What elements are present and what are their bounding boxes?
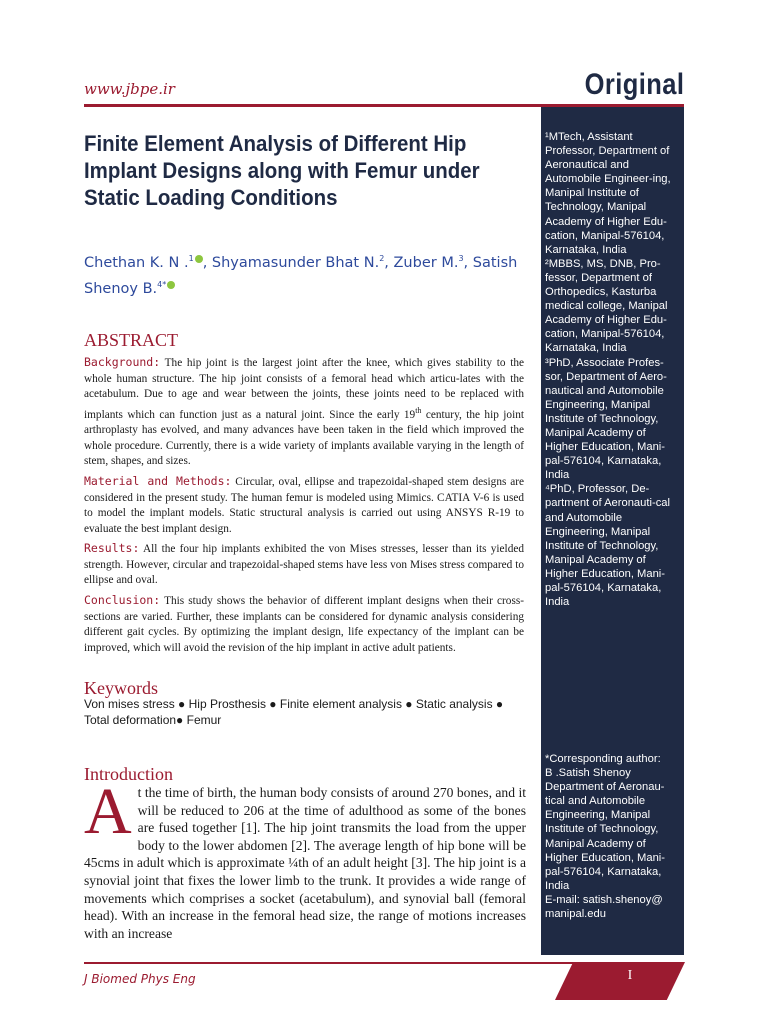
introduction-text: t the time of birth, the human body consists of around 270 bones, and it will be reduced to 206 at the time of adulthood as some of the bones are fused together [1]. The hip joint transmits the load from the upper body to the lower abdomen [2]. The average length of hip bone will be 45cms in adult which is approximate ¼th of an adult height [3]. The hip joint is a synovial joint that fixes the lower limb to the trunk. It provides a wide range of movements which comprises a socket (acetabulum), and synovial ball (femoral head). With an increase in the femoral head size, the range of motions increases with an increase <box>84 785 526 941</box>
corresponding-email[interactable]: E-mail: satish.shenoy@ manipal.edu <box>545 893 663 921</box>
results-text: All the four hip implants exhibited the von Mises stresses, lesser than its yielded strength. However, circular and trapezoidal-shaped stems have less von Mises stress compared to ellipse and oval. <box>84 543 525 587</box>
page-number: I <box>627 968 633 983</box>
author-sup: 2 <box>379 254 385 263</box>
author-sup: 3 <box>458 254 464 263</box>
conclusion-text: This study shows the behavior of different implant designs when their cross-sections are varied. Further, these implants can be considered for dynamic analysis considering different gait cycles. By optimizing the implant design, life expectancy of the implant can be improved, which will avoid the revision of the hip implant in active adult patients. <box>84 595 524 654</box>
article-title: Finite Element Analysis of Different Hip Implant Designs along with Femur under Static Loading Conditions <box>84 131 480 210</box>
background-sup: th <box>415 405 422 415</box>
affiliation-1: ¹MTech, Assistant Professor, Department of Aeronautical and Automobile Engineer-ing, Manipal Institute of Technology, Manipal Academy of Higher Edu-cation, Manipal-576104, Karnataka, India <box>545 131 671 256</box>
methods-text: Circular, oval, ellipse and trapezoidal-shaped stem designs are considered in the present study. The human femur is modeled using Mimics. CATIA V-6 is used to model the implant models. Static structural analysis is carried out using ANSYS R-19 to evaluate the best implant design. <box>84 475 524 535</box>
author-name[interactable]: Shyamasunder Bhat N. <box>211 254 380 271</box>
footer-journal: J Biomed Phys Eng <box>84 972 196 986</box>
orcid-icon[interactable] <box>167 281 175 289</box>
orcid-icon[interactable] <box>195 255 203 263</box>
author-sup: 4* <box>157 279 167 289</box>
corresponding-heading: *Corresponding author: <box>545 753 661 765</box>
conclusion-label: Conclusion: <box>84 593 161 608</box>
corresponding-author <box>545 752 681 921</box>
abstract-methods <box>84 474 524 537</box>
abstract-heading: ABSTRACT <box>84 330 179 350</box>
abstract-results <box>84 541 524 589</box>
author-list: Chethan K. N .$^1$ , Shyamasunder Bhat N.$^2$, Zuber M.$^3$, Satish Shenoy B.$^{4*}$ <box>84 254 518 297</box>
author-sup: 1 <box>188 254 194 263</box>
article-type-label: Original <box>584 68 684 101</box>
journal-url[interactable]: www.jbpe.ir <box>84 80 175 98</box>
affiliations <box>545 130 681 609</box>
affiliation-2: ²MBBS, MS, DNB, Pro-fessor, Department of Orthopedics, Kasturba medical college, Manipal Academy of Higher Edu-cation, Manipal-576104, Karnataka, India <box>545 257 668 355</box>
results-label: Results: <box>84 541 140 556</box>
author-name[interactable]: Chethan K. N . <box>84 254 189 271</box>
background-text-b: century, the hip joint arthroplasty has evolved, and many advances have been taken in the field which improved the whole procedure. Currently, there is a wide variety of implants available varying in the length of stem, shapes, and sizes. <box>84 408 524 468</box>
introduction-body <box>84 775 526 942</box>
drop-cap: A <box>84 775 132 848</box>
keywords-heading: Keywords <box>84 678 158 698</box>
author-name[interactable]: Zuber M. <box>393 254 459 271</box>
affiliation-4: ⁴PhD, Professor, De-partment of Aeronauti-cal and Automobile Engineering, Manipal Institute of Technology, Manipal Academy of Higher Education, Mani-pal-576104, Karnataka, India <box>545 483 670 609</box>
background-text-a: The hip joint is the largest joint after the knee, which gives stability to the whole human structure. The hip joint consists of a femoral head which articu-lates with the acetabulum. Due to age and wear between the joints, these joints need to be replaced with implants which can function just as a natural joint. Since the early 19 <box>84 357 524 421</box>
abstract-conclusion <box>84 593 524 656</box>
background-label: Background: <box>84 355 161 369</box>
affiliation-3: ³PhD, Associate Profes-sor, Department of Aero-nautical and Automobile Engineering, Manipal Institute of Technology, Manipal Academy of Higher Education, Mani-pal-576104, Karnataka, India <box>545 356 667 482</box>
keywords-list: Von mises stress ● Hip Prosthesis ● Finite element analysis ● Static analysis ● Total deformation● Femur <box>84 697 504 727</box>
author-name[interactable]: Satish Shenoy B. <box>84 254 518 297</box>
methods-label: Material and Methods: <box>84 473 232 488</box>
abstract-body <box>84 355 524 660</box>
abstract-background <box>84 355 524 470</box>
corresponding-text: B .Satish Shenoy Department of Aeronau-tical and Automobile Engineering, Manipal Institute of Technology, Manipal Academy of Higher Education, Mani-pal-576104, Karnataka, India <box>545 767 666 892</box>
introduction-heading: Introduction <box>84 764 173 784</box>
